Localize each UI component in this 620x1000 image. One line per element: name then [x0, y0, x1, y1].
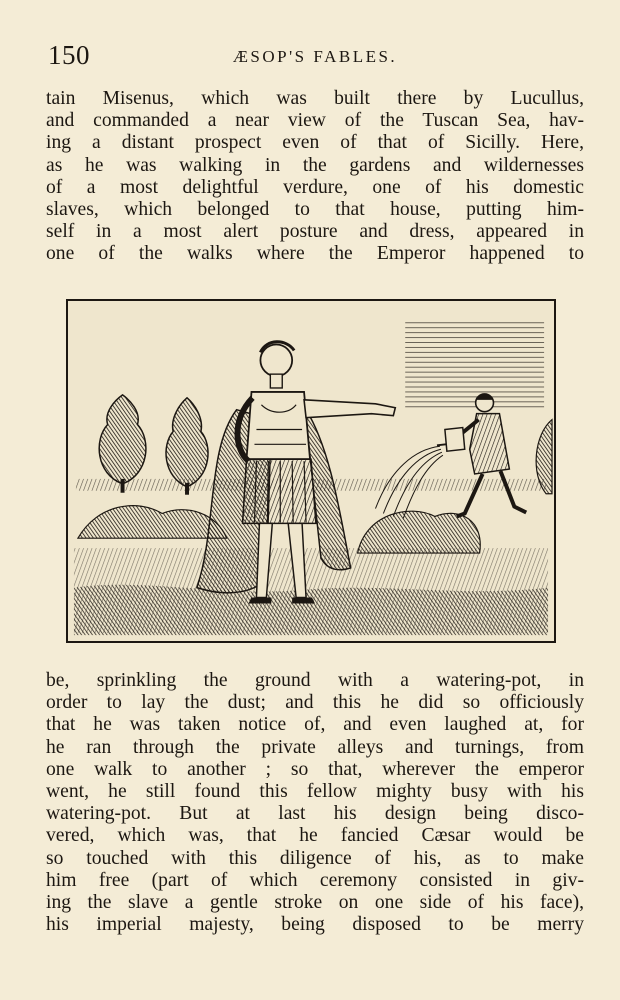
foreground-grass	[74, 585, 548, 635]
text-line: so touched with this diligence of his, as to make	[46, 847, 584, 869]
text-line: ing a distant prospect even of that of Sicilly. Here,	[46, 132, 584, 154]
text-line: self in a most alert posture and dress, appeared in	[46, 221, 584, 243]
text-line: his imperial majesty, being disposed to be merry	[46, 914, 584, 936]
text-line: ing the slave a gentle stroke on one side of his face),	[46, 891, 584, 913]
text-block-top	[46, 88, 584, 266]
text-line: went, he still found this fellow mighty busy with his	[46, 780, 584, 802]
text-block-bottom	[46, 670, 584, 936]
bush-right	[358, 511, 481, 553]
page-header	[46, 40, 584, 74]
text-line: be, sprinkling the ground with a watering-pot, in	[46, 670, 584, 691]
text-line: as he was walking in the gardens and wildernesses	[46, 154, 584, 176]
tree-left	[99, 395, 146, 493]
text-line: and commanded a near view of the Tuscan Sea, hav-	[46, 110, 584, 132]
woodcut-illustration	[66, 299, 556, 643]
running-head: ÆSOP'S FABLES.	[232, 47, 398, 66]
text-line: one walk to another ; so that, wherever the emperor	[46, 758, 584, 780]
text-line: he ran through the private alleys and turnings, from	[46, 736, 584, 758]
text-line: vered, which was, that he fancied Cæsar would be	[46, 825, 584, 847]
text-line: tain Misenus, which was built there by Lucullus,	[46, 88, 584, 109]
text-line: him free (part of which ceremony consisted in giv-	[46, 869, 584, 891]
text-line: that he was taken notice of, and even laughed at, for	[46, 714, 584, 736]
text-line: of a most delightful verdure, one of his domestic	[46, 176, 584, 198]
woodcut-drawing	[68, 301, 554, 641]
bush-left	[78, 506, 227, 539]
sky-hatching	[405, 321, 544, 410]
text-line: order to lay the dust; and this he did so officiously	[46, 692, 584, 714]
text-line: watering-pot. But at last his design being disco-	[46, 803, 584, 825]
text-line: slaves, which belonged to that house, putting him-	[46, 198, 584, 220]
slave-figure	[437, 394, 526, 517]
text-line: one of the walks where the Emperor happened to	[46, 243, 584, 265]
page-number: 150	[48, 40, 90, 70]
